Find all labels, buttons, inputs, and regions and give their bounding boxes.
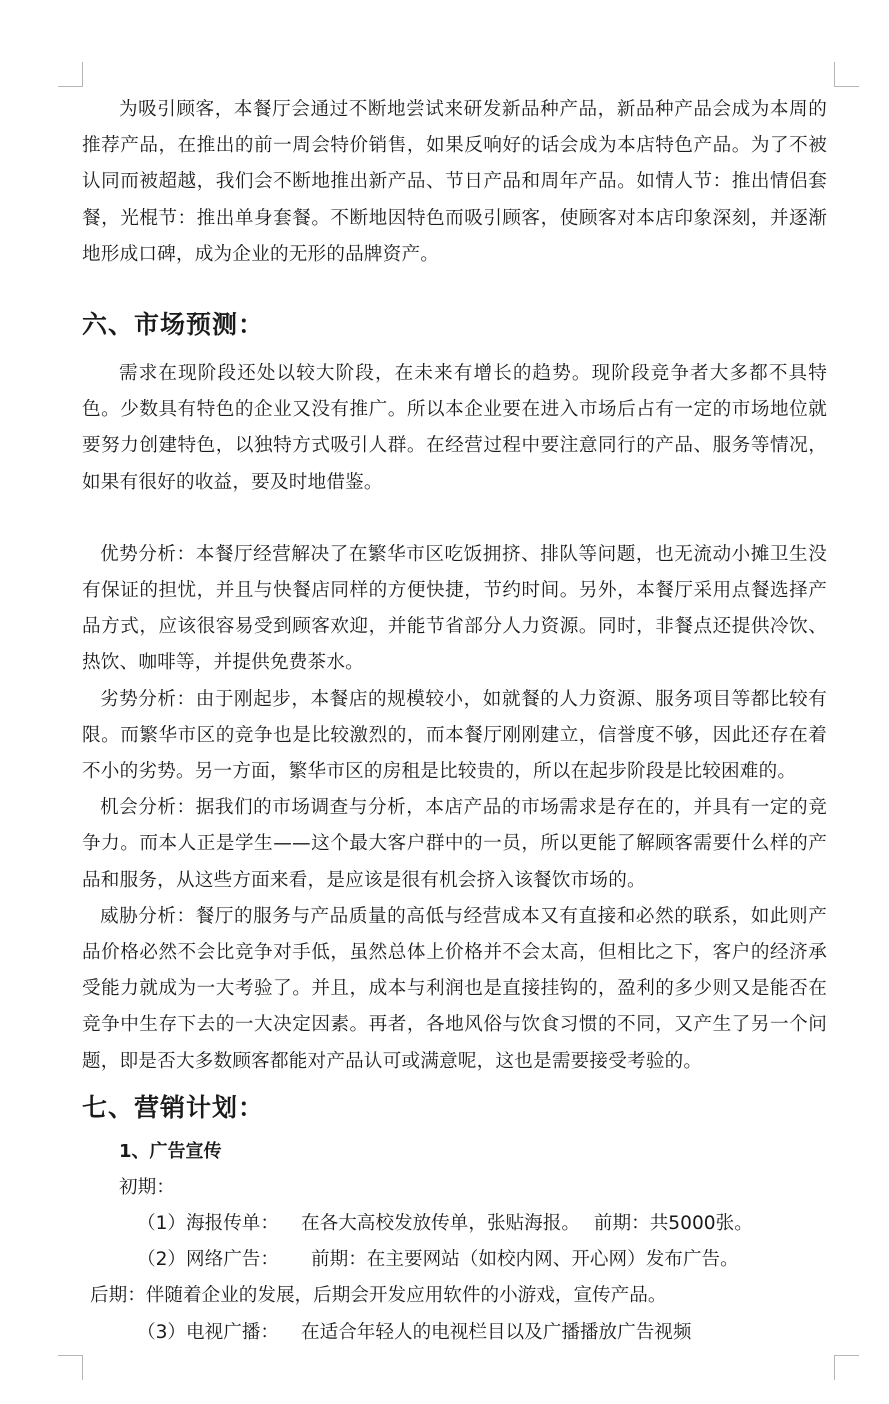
item-label: （3）电视广播：: [137, 1321, 279, 1343]
strengths-paragraph: 优势分析：本餐厅经营解决了在繁华市区吃饭拥挤、排队等问题，也无流动小摊卫生没有保证的担忧，并且与快餐店同样的方便快捷，节约时间。另外，本餐厅采用点餐选择产品方式，应该很容易受到顾客欢迎，并能节省部分人力资源。同时，非餐点还提供冷饮、热饮、咖啡等，并提供免费茶水。: [82, 543, 827, 674]
item-label: （1）海报传单：: [137, 1213, 279, 1235]
item-text: 在各大高校发放传单，张贴海报。: [301, 1213, 580, 1235]
opportunities-paragraph: 机会分析：据我们的市场调查与分析，本店产品的市场需求是存在的，并具有一定的竞争力。而本人正是学生——这个最大客户群中的一员，所以更能了解顾客需要什么样的产品和服务，从这些方面来看，是应该是很有机会挤入该餐饮市场的。: [82, 797, 827, 891]
blank-line: [82, 501, 827, 537]
list-item: [82, 1315, 827, 1351]
list-item: [82, 1242, 827, 1278]
document-body: [82, 92, 827, 1351]
advertising-subheading: 1、广告宣传: [119, 1140, 222, 1162]
section-6-heading: 六、市场预测：: [82, 310, 265, 340]
threats-paragraph: 威胁分析：餐厅的服务与产品质量的高低与经营成本又有直接和必然的联系，如此则产品价格必然不会比竞争对手低，虽然总体上价格并不会太高，但相比之下，客户的经济承受能力就成为一大考验了。并且，成本与利润也是直接挂钩的，盈利的多少则又是能否在竞争中生存下去的一大决定因素。再者，各地风俗与饮食习惯的不同，又产生了另一个问题，即是否大多数顾客都能对产品认可或满意呢，这也是需要接受考验的。: [82, 905, 827, 1072]
intro-paragraph: 为吸引顾客，本餐厅会通过不断地尝试来研发新品种产品，新品种产品会成为本周的推荐产品，在推出的前一周会特价销售，如果反响好的话会成为本店特色产品。为了不被认同而被超越，我们会不断地推出新产品、节日产品和周年产品。如情人节：推出情侣套餐，光棍节：推出单身套餐。不断地因特色而吸引顾客，使顾客对本店印象深刻，并逐渐地形成口碑，成为企业的无形的品牌资产。: [82, 99, 827, 265]
list-item: [82, 1206, 827, 1242]
item-label: （2）网络广告：: [137, 1249, 279, 1271]
page-corner-mark-bottom-left: [58, 1355, 83, 1380]
item-text: 在适合年轻人的电视栏目以及广播播放广告视频: [301, 1321, 692, 1343]
page-corner-mark-top-right: [834, 62, 859, 87]
item-text: 前期：在主要网站（如校内网、开心网）发布广告。: [311, 1249, 739, 1271]
section-6-intro-paragraph: 需求在现阶段还处以较大阶段，在未来有增长的趋势。现阶段竞争者大多都不具特色。少数具有特色的企业又没有推广。所以本企业要在进入市场后占有一定的市场地位就要努力创建特色，以独特方式吸引人群。在经营过程中要注意同行的产品、服务等情况，如果有很好的收益，要及时地借鉴。: [82, 363, 827, 493]
weaknesses-paragraph: 劣势分析：由于刚起步，本餐店的规模较小，如就餐的人力资源、服务项目等都比较有限。而繁华市区的竞争也是比较激烈的，而本餐厅刚刚建立，信誉度不够，因此还存在着不小的劣势。另一方面，繁华市区的房租是比较贵的，所以在起步阶段是比较困难的。: [82, 688, 827, 783]
page-corner-mark-bottom-right: [834, 1355, 859, 1380]
section-7-heading: 七、营销计划：: [82, 1092, 265, 1122]
item-extra: 前期：共5000张。: [593, 1213, 753, 1235]
page-corner-mark-top-left: [58, 62, 83, 87]
early-stage-label: 初期：: [119, 1176, 175, 1198]
late-stage-line: 后期：伴随着企业的发展，后期会开发应用软件的小游戏，宣传产品。: [90, 1285, 667, 1307]
